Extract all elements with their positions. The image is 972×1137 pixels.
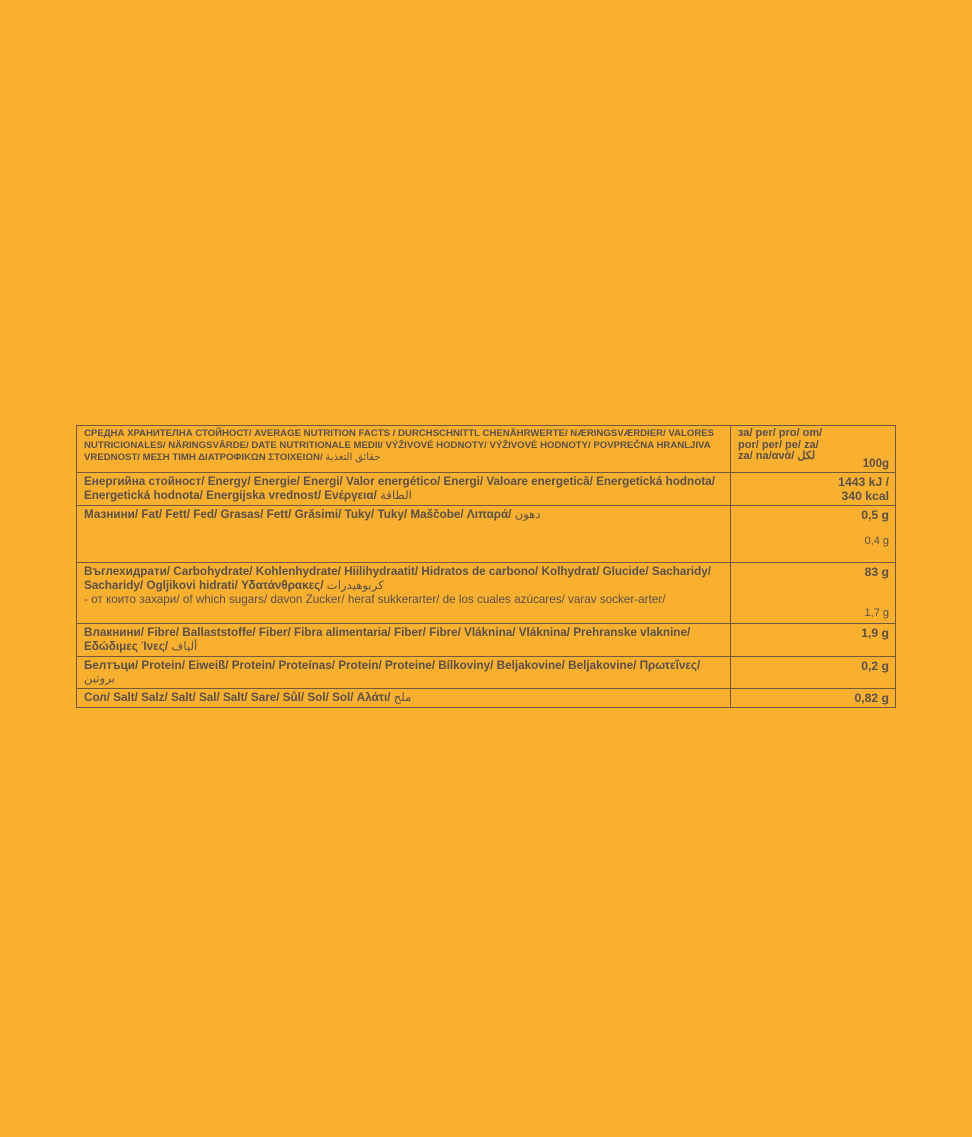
- sugars-value: 1,7 g: [864, 607, 889, 619]
- table-row-carbohydrate: [77, 563, 896, 624]
- table-title-text: СРЕДНА ХРАНИТЕЛНА СТОЙНОСТ/ AVERAGE NUTRITION FACTS / DURCHSCHNITTL CHENÄHRWERTE/ NÆRINGSVÆRDIER/ VALORES NUTRICIONALES/ NÄRINGSVÄRDE/ DATE NUTRITIONALE MEDII/ VÝŽIVOVÉ HODNOTY/ VÝŽIVOVÉ HODNOTY/ POVPREČNA HRANLJIVA VREDNOST/ ΜΕΣΗ ΤΙΜΗ ΔΙΑΤΡΟΦΙΚΩΝ ΣΤΟΙΧΕΙΩΝ/: [84, 428, 715, 463]
- sugars-label: - от които захари/ of which sugars/ davon Zucker/ heraf sukkerarter/ de los cuales azúcares/ varav socker-arter/: [84, 592, 666, 606]
- table-row-fibre: [77, 624, 896, 657]
- salt-label: [77, 689, 731, 708]
- energy-value: [731, 473, 896, 506]
- fat-label-text: Мазнини/ Fat/ Fett/ Fed/ Grasas/ Fett/ Grăsimi/ Tuky/ Tuky/ Maščobe/ Λιπαρά/: [84, 508, 512, 521]
- table-title: [77, 426, 731, 473]
- per-unit: 100g: [862, 458, 889, 470]
- carbohydrate-label: [77, 563, 731, 624]
- table-header-row: [77, 426, 896, 473]
- table-row-protein: [77, 656, 896, 689]
- carbohydrate-value-total: 83 g: [864, 565, 889, 579]
- energy-value-kcal: 340 kcal: [841, 489, 889, 503]
- per-label-line-2: por/ per/ pe/ za/: [738, 438, 819, 451]
- fat-value: [731, 506, 896, 563]
- per-label-line-1: за/ per/ pro/ om/: [738, 427, 823, 439]
- salt-value: 0,82 g: [731, 689, 896, 708]
- fat-label-arabic: دهون: [514, 508, 541, 521]
- table-row-energy: [77, 473, 896, 506]
- carbohydrate-value: [731, 563, 896, 624]
- fibre-label-text: Влакнини/ Fibre/ Ballaststoffe/ Fiber/ Fibra alimentaria/ Fiber/ Fibre/ Vláknina/ Vláknina/ Prehranske vlaknine/ Εδώδιμες Ίνες/: [84, 626, 691, 653]
- carbohydrate-label-arabic: كربوهيدرات: [326, 578, 384, 592]
- nutrition-table: [76, 425, 896, 708]
- protein-label: [77, 656, 731, 689]
- fat-value-saturated: 0,4 g: [864, 535, 889, 547]
- energy-label: [77, 473, 731, 506]
- carbohydrate-label-text: Въглехидрати/ Carbohydrate/ Kohlenhydrate/ Hiilihydraatit/ Hidratos de carbono/ Kolhydrat/ Glucide/ Sacharidy/ Sacharidy/ Ogljikovi hidrati/ Υδατάνθρακες/: [84, 565, 712, 592]
- protein-label-text: Белтъци/ Protein/ Eiweiß/ Protein/ Proteínas/ Protein/ Proteine/ Bílkoviny/ Beljakovine/ Beljakovine/ Πρωτεΐνες/: [84, 658, 701, 672]
- energy-label-text: Енергийна стойност/ Energy/ Energie/ Energi/ Valor energético/ Energi/ Valoare energetică/ Energetická hodnota/ Energetická hodnota/ Energijska vrednost/ Ενέργεια/: [84, 475, 715, 502]
- protein-label-arabic: بروتين: [84, 672, 116, 686]
- energy-value-kj: 1443 kJ /: [838, 475, 889, 489]
- per-label-line-3: za/ na/ανά/ لكل: [738, 450, 816, 463]
- fat-label: [77, 506, 731, 563]
- fat-value-total: 0,5 g: [861, 508, 889, 522]
- fibre-value: 1,9 g: [731, 624, 896, 657]
- fibre-label-arabic: ألياف: [171, 639, 198, 653]
- table-row-fat: [77, 506, 896, 563]
- protein-value: 0,2 g: [731, 656, 896, 689]
- table-title-arabic: حقائق التغذية: [325, 451, 381, 463]
- per-column-header: [731, 426, 896, 473]
- table-row-salt: [77, 689, 896, 708]
- energy-label-arabic: الطاقة: [380, 488, 412, 502]
- salt-label-text: Сол/ Salt/ Salz/ Salt/ Sal/ Salt/ Sare/ Sůl/ Sol/ Sol/ Αλάτι/: [84, 691, 391, 705]
- salt-label-arabic: ملح: [393, 691, 412, 705]
- fibre-label: [77, 624, 731, 657]
